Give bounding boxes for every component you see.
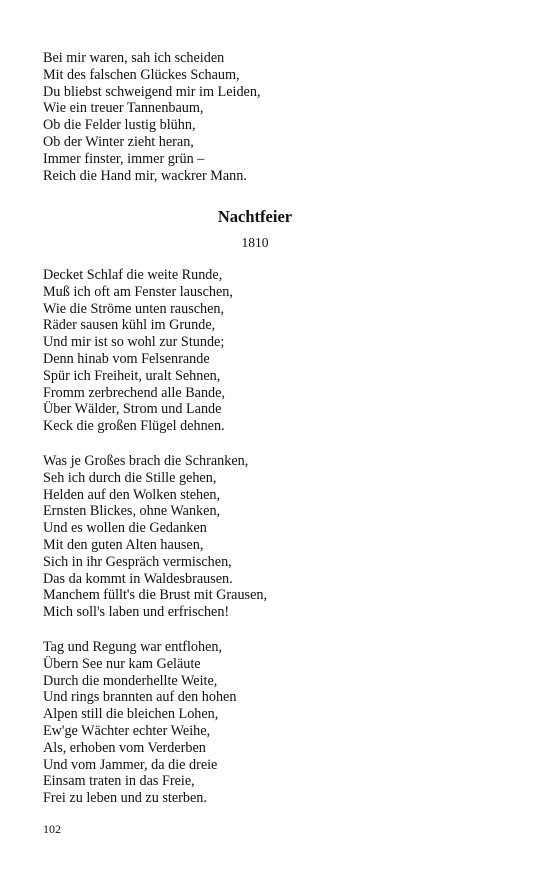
verse-line: Mit den guten Alten hausen, (43, 536, 204, 553)
verse-line: Spür ich Freiheit, uralt Sehnen, (43, 367, 221, 384)
verse-line: Alpen still die bleichen Lohen, (43, 706, 219, 723)
verse-line: Mich soll's laben und erfrischen! (43, 604, 230, 621)
poem-year: 1810 (241, 235, 269, 250)
verse-line: Tag und Regung war entflohen, (43, 639, 223, 655)
verse-line: Über Wälder, Strom und Lande (43, 401, 222, 418)
verse-line: Helden auf den Wolken stehen, (43, 486, 221, 503)
verse-line: Reich die Hand mir, wackrer Mann. (43, 167, 247, 184)
verse-line: Und vom Jammer, da die dreie (43, 756, 218, 773)
verse-line: Immer finster, immer grün – (43, 150, 205, 167)
stanza-1 (43, 267, 233, 435)
verse-line: Ob der Winter zieht heran, (43, 133, 194, 150)
verse-line: Und es wollen die Gedanken (43, 520, 207, 537)
verse-line: Als, erhoben vom Verderben (43, 739, 206, 756)
stanza-previous-poem-ending (43, 50, 261, 184)
verse-line: Mit des falschen Glückes Schaum, (43, 66, 240, 83)
verse-line: Und rings brannten auf den hohen (43, 689, 237, 706)
poem-title: Nachtfeier (217, 207, 293, 226)
verse-line: Übern See nur kam Geläute (43, 655, 201, 672)
verse-line: Du bliebst schweigend mir im Leiden, (43, 83, 261, 100)
page-number: 102 (43, 822, 61, 836)
verse-line: Ew'ge Wächter echter Weihe, (43, 722, 211, 739)
verse-line: Das da kommt in Waldesbrausen. (43, 570, 233, 587)
verse-line: Wie ein treuer Tannenbaum, (43, 100, 204, 117)
verse-line: Muß ich oft am Fenster lauschen, (43, 283, 233, 300)
verse-line: Decket Schlaf die weite Runde, (43, 267, 223, 283)
verse-line: Was je Großes brach die Schranken, (43, 453, 249, 469)
verse-line: Wie die Ströme unten rauschen, (43, 300, 225, 317)
verse-line: Fromm zerbrechend alle Bande, (43, 384, 225, 401)
stanza-3 (43, 639, 236, 807)
verse-line: Ob die Felder lustig blühn, (43, 117, 196, 134)
verse-line: Frei zu leben und zu sterben. (43, 790, 207, 807)
verse-line: Manchem füllt's die Brust mit Grausen, (43, 587, 268, 604)
stanza-2 (43, 453, 267, 621)
verse-line: Und mir ist so wohl zur Stunde; (43, 334, 225, 351)
verse-line: Keck die großen Flügel dehnen. (43, 418, 225, 435)
verse-line: Sich in ihr Gespräch vermischen, (43, 553, 232, 570)
verse-line: Denn hinab vom Felsenrande (43, 350, 210, 367)
verse-line: Einsam traten in das Freie, (43, 773, 195, 790)
verse-line: Seh ich durch die Stille gehen, (43, 469, 217, 486)
verse-line: Durch die monderhellte Weite, (43, 672, 218, 689)
verse-line: Bei mir waren, sah ich scheiden (43, 50, 225, 66)
verse-line: Ernsten Blickes, ohne Wanken, (43, 503, 221, 520)
verse-line: Räder sausen kühl im Grunde, (43, 317, 216, 334)
